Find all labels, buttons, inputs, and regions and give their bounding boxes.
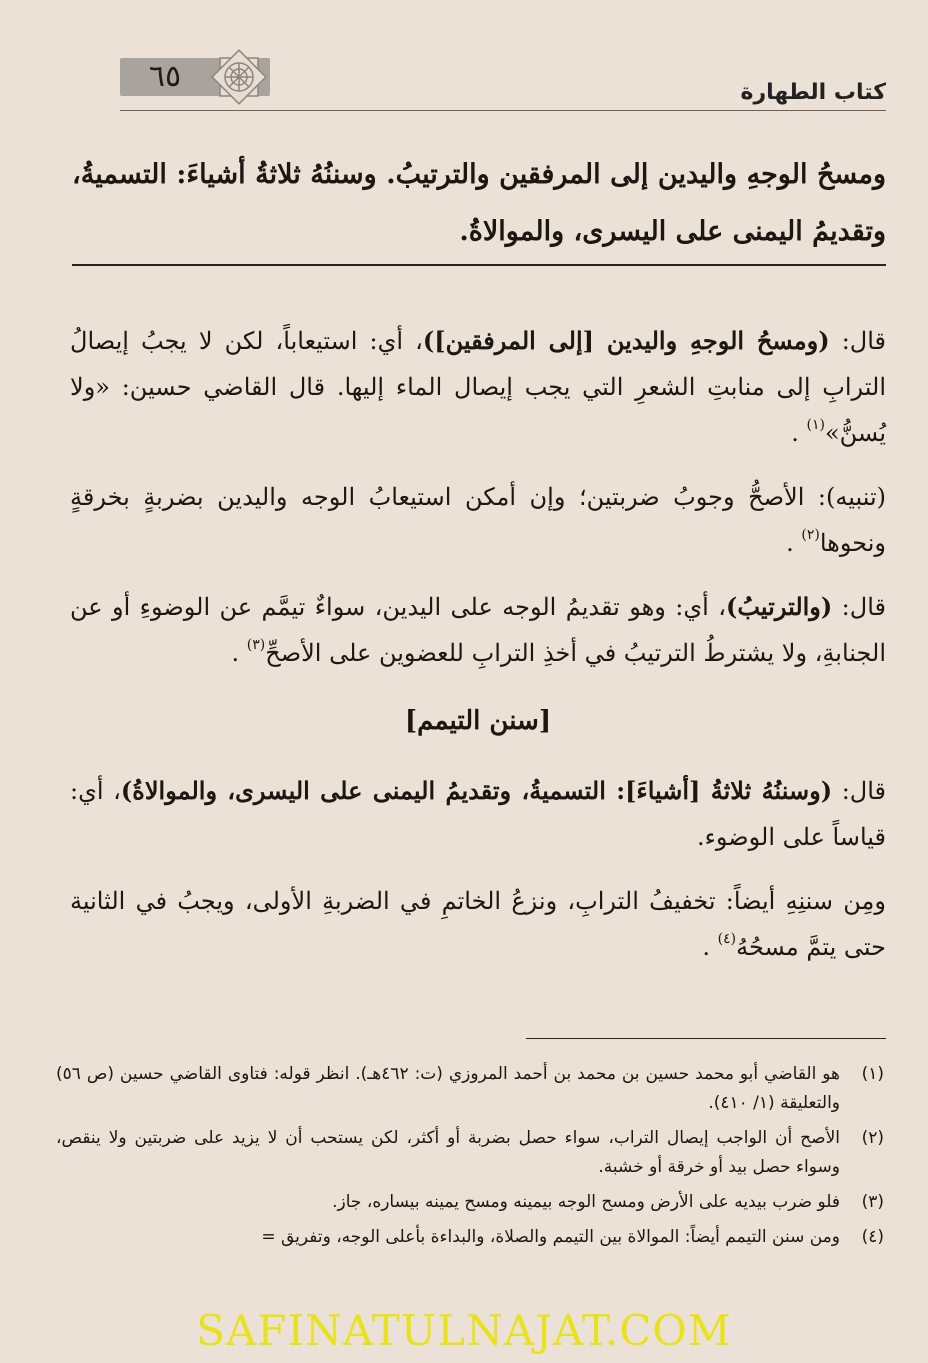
footnote-item	[56, 1060, 884, 1118]
footnote-item	[56, 1223, 884, 1252]
matn-text: ومسحُ الوجهِ واليدين إلى المرفقين والترتيبُ. وسننُهُ ثلاثةُ أشياءَ: التسميةُ، وتقديمُ اليمنى على اليسرى، والموالاةُ.	[72, 159, 886, 247]
p1-quote: (ومسحُ الوجهِ واليدين [إلى المرفقين])	[422, 326, 830, 355]
section-title: [سنن التيمم]	[404, 706, 552, 736]
footnote-text: ومن سنن التيمم أيضاً: الموالاة بين التيمم والصلاة، والبداءة بأعلى الوجه، وتفريق =	[261, 1227, 840, 1247]
header-divider	[120, 110, 886, 111]
matn-divider	[72, 264, 886, 266]
commentary	[70, 318, 886, 988]
book-title: كتاب الطهارة	[740, 80, 886, 105]
footnote-number: (٤)	[861, 1227, 884, 1247]
footnote-item	[56, 1188, 884, 1217]
paragraph-2: (تنبيه): الأصحُّ وجوبُ ضربتين؛ وإن أمكن استيعابُ الوجه واليدين بضربةٍ بخرقةٍ ونحوها$^{(٢)}$ .	[70, 483, 886, 557]
footnote-number: (١)	[861, 1064, 884, 1084]
p3-lead: قال:	[832, 593, 886, 621]
footnote-text: هو القاضي أبو محمد حسين بن محمد بن أحمد المروزي (ت: ٤٦٢هـ). انظر قوله: فتاوى القاضي حسين (ص ٥٦) والتعليقة (١/ ٤١٠).	[56, 1064, 840, 1113]
paragraph-5: ومِن سننِهِ أيضاً: تخفيفُ الترابِ، ونزعُ الخاتمِ في الضربةِ الأولى، ويجبُ في الثانية حتى يتمَّ مسحُهُ$^{(٤)}$ .	[70, 887, 886, 961]
footnote-ref[interactable]: (٢)	[801, 527, 820, 543]
p4-lead: قال:	[832, 777, 887, 805]
ornament-icon	[206, 44, 272, 110]
page-number: ٦٥	[148, 59, 182, 94]
paragraph-4	[70, 768, 886, 860]
p1-text: ، أي: استيعاباً، لكن لا يجبُ إيصالُ الترابِ إلى منابتِ الشعرِ التي يجب إيصال الماء إليها. قال القاضي حسين: «ولا يُسنُّ»	[70, 327, 886, 447]
p2-text: (تنبيه): الأصحُّ وجوبُ ضربتين؛ وإن أمكن استيعابُ الوجه واليدين بضربةٍ بخرقةٍ ونحوها	[70, 483, 886, 557]
footnote-text: فلو ضرب بيديه على الأرض ومسح الوجه بيمينه ومسح يمينه بيساره، جاز.	[332, 1192, 840, 1212]
p3-quote: (والترتيبُ)	[726, 592, 833, 621]
footnote-ref[interactable]: (١)	[806, 417, 825, 433]
paragraph-1: قال: (ومسحُ الوجهِ واليدين [إلى المرفقين])، أي: استيعاباً، لكن لا يجبُ إيصالُ الترابِ إلى منابتِ الشعرِ التي يجب إيصال الماء إليها. قال القاضي حسين: «ولا يُسنُّ»$^{(١)}$ .	[70, 326, 887, 447]
watermark: SAFINATULNAJAT.COM	[196, 1306, 732, 1355]
p3-text: ، أي: وهو تقديمُ الوجه على اليدين، سواءٌ تيمَّم عن الوضوءِ أو عن الجنابةِ، ولا يشترطُ الترتيبُ في أخذِ الترابِ للعضوين على الأصحِّ	[70, 593, 886, 667]
footnote-item	[56, 1124, 884, 1182]
footnote-number: (٢)	[861, 1128, 884, 1148]
p4-quote: (وسننُهُ ثلاثةُ [أشياءَ]: التسميةُ، وتقديمُ اليمنى على اليسرى، والموالاةُ)	[120, 776, 833, 805]
p5-text: ومِن سننِهِ أيضاً: تخفيفُ الترابِ، ونزعُ الخاتمِ في الضربةِ الأولى، ويجبُ في الثانية حتى يتمَّ مسحُهُ	[70, 887, 886, 961]
footnote-ref[interactable]: (٣)	[246, 637, 266, 653]
footnote-text: الأصح أن الواجب إيصال التراب، سواء حصل بضربة أو أكثر، لكن يستحب أن لا يزيد على ضربتين ولا ينقص، وسواء حصل بيد أو خرقة أو خشبة.	[56, 1128, 840, 1177]
p4-text: ، أي: قياساً على الوضوء.	[70, 777, 886, 851]
paragraph-3: قال: (والترتيبُ)، أي: وهو تقديمُ الوجه على اليدين، سواءٌ تيمَّم عن الوضوءِ أو عن الجنابةِ، ولا يشترطُ الترتيبُ في أخذِ الترابِ للعضوين على الأصحِّ$^{(٣)}$ .	[70, 592, 886, 667]
footnote-number: (٣)	[861, 1192, 884, 1212]
footnotes	[56, 1060, 884, 1258]
p1-lead: قال:	[829, 327, 887, 355]
footnote-ref[interactable]: (٤)	[717, 931, 737, 947]
footnote-divider	[526, 1038, 886, 1039]
